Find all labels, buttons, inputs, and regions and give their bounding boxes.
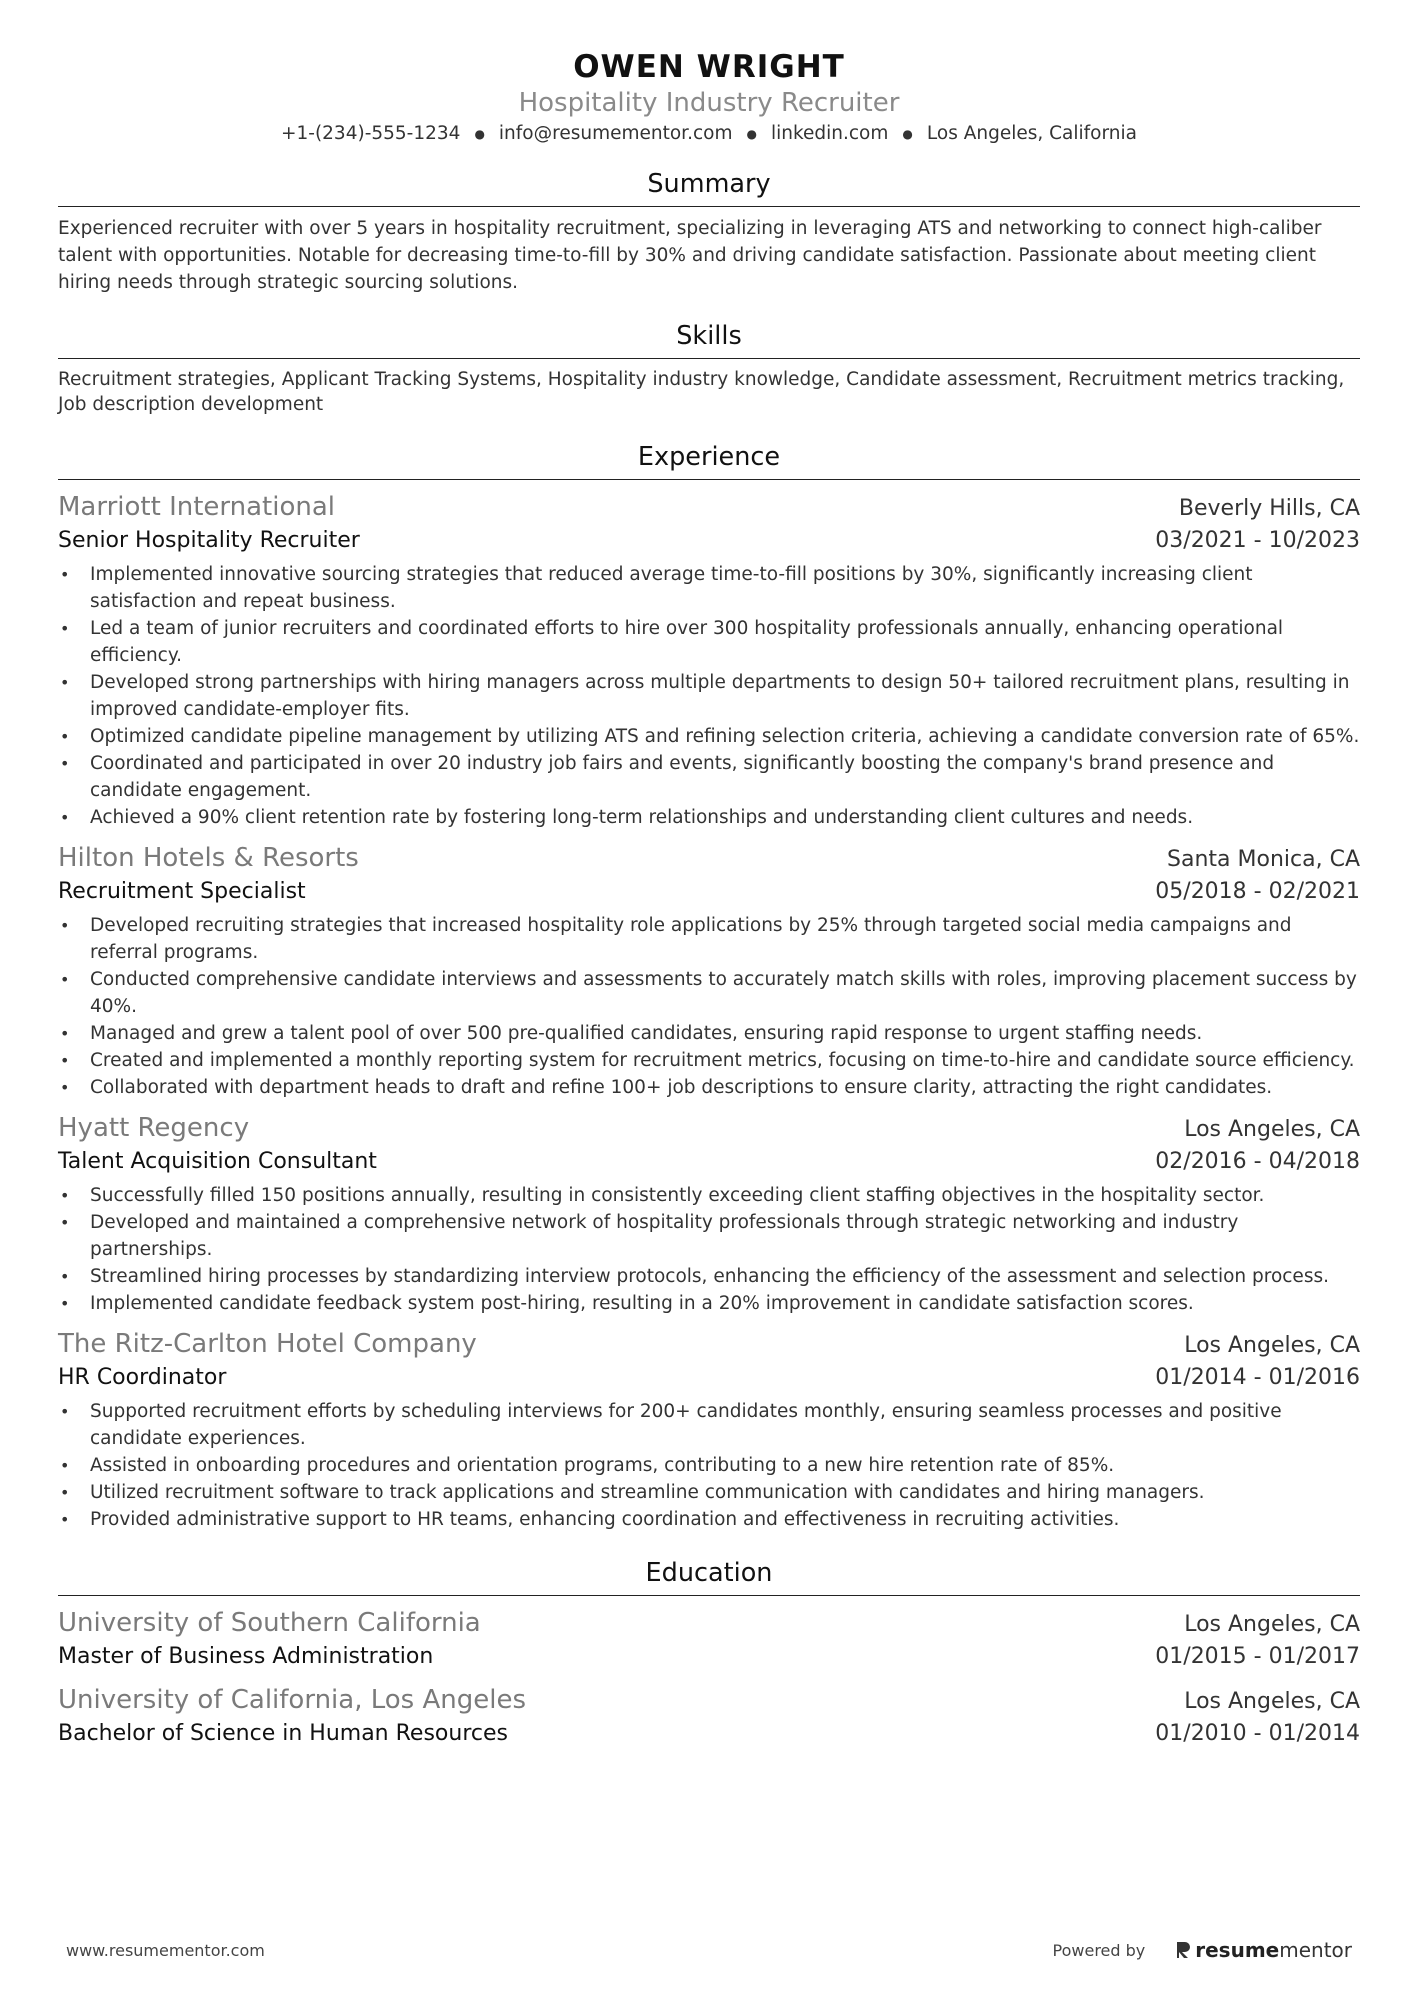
powered-by-label: Powered by <box>1052 1940 1146 1960</box>
job-bullet: • Implemented innovative sourcing strategies that reduced average time-to-fill positions by 30%, significantly increasing client satisfaction and repeat business. <box>58 561 1360 615</box>
education-heading: Education <box>58 1557 1360 1596</box>
contact-line <box>58 120 1360 148</box>
job-bullet: • Coordinated and participated in over 20 industry job fairs and events, significantly boosting the company's brand presence and candidate engagement. <box>58 750 1360 804</box>
degree: Bachelor of Science in Human Resources <box>58 1721 508 1746</box>
job-role: Talent Acquisition Consultant <box>58 1149 377 1174</box>
job-bullets <box>58 1398 1360 1533</box>
logo-text-light: mentor <box>1279 1938 1352 1962</box>
job-bullet: • Optimized candidate pipeline management by utilizing ATS and refining selection criteria, achieving a candidate conversion rate of 65%. <box>58 723 1360 750</box>
candidate-name: OWEN WRIGHT <box>573 49 845 85</box>
degree-row <box>58 1718 1360 1750</box>
job-dates: 01/2014 - 01/2016 <box>1155 1365 1360 1390</box>
phone: +1-(234)-555-1234 <box>281 123 461 144</box>
job-role: Senior Hospitality Recruiter <box>58 528 360 553</box>
degree: Master of Business Administration <box>58 1644 434 1669</box>
job-entry <box>58 490 1360 831</box>
separator-dot: ● <box>474 127 485 141</box>
footer-branding <box>1053 1938 1352 1962</box>
separator-dot: ● <box>746 127 757 141</box>
job-entry <box>58 841 1360 1101</box>
job-location: Beverly Hills, CA <box>1178 496 1360 521</box>
separator-dot: ● <box>902 127 913 141</box>
job-location: Santa Monica, CA <box>1167 847 1360 872</box>
job-bullet: • Developed and maintained a comprehensive network of hospitality professionals through strategic networking and industry partnerships. <box>58 1209 1360 1263</box>
job-header-row <box>58 1111 1360 1146</box>
job-bullet: • Created and implemented a monthly reporting system for recruitment metrics, focusing on time-to-hire and candidate source efficiency. <box>58 1047 1360 1074</box>
job-bullets <box>58 1182 1360 1317</box>
job-role-row <box>58 1146 1360 1178</box>
job-bullet: • Conducted comprehensive candidate interviews and assessments to accurately match skills with roles, improving placement success by 40%. <box>58 966 1360 1020</box>
job-bullet: • Successfully filled 150 positions annually, resulting in consistently exceeding client staffing objectives in the hospitality sector. <box>58 1182 1360 1209</box>
education-entry <box>58 1683 1360 1750</box>
summary-text: Experienced recruiter with over 5 years in hospitality recruitment, specializing in leveraging ATS and networking to connect high-caliber talent with opportunities. Notable for decreasing time-to-fill by 30% and driving candidate satisfaction. Passionate about meeting client hiring needs through strategic sourcing solutions. <box>58 218 1322 293</box>
education-list <box>58 1606 1360 1750</box>
job-entry <box>58 1327 1360 1533</box>
job-role: HR Coordinator <box>58 1365 227 1390</box>
candidate-title: Hospitality Industry Recruiter <box>518 88 900 118</box>
location: Los Angeles, California <box>926 123 1137 144</box>
school-header-row <box>58 1683 1360 1718</box>
job-bullet: • Utilized recruitment software to track applications and streamline communication with candidates and hiring managers. <box>58 1479 1360 1506</box>
linkedin[interactable]: linkedin.com <box>770 123 889 144</box>
job-bullet: • Implemented candidate feedback system post-hiring, resulting in a 20% improvement in candidate satisfaction scores. <box>58 1290 1360 1317</box>
skills-heading: Skills <box>58 320 1360 359</box>
job-role: Recruitment Specialist <box>58 879 306 904</box>
logo-text-bold: resume <box>1195 1938 1280 1962</box>
company-name: Marriott International <box>58 492 336 522</box>
job-bullet: • Developed strong partnerships with hiring managers across multiple departments to design 50+ tailored recruitment plans, resulting in improved candidate-employer fits. <box>58 669 1360 723</box>
job-bullet: • Supported recruitment efforts by scheduling interviews for 200+ candidates monthly, ensuring seamless processes and positive candidate experiences. <box>58 1398 1360 1452</box>
job-bullet: • Assisted in onboarding procedures and orientation programs, contributing to a new hire retention rate of 85%. <box>58 1452 1360 1479</box>
job-location: Los Angeles, CA <box>1184 1333 1360 1358</box>
job-bullet: • Developed recruiting strategies that increased hospitality role applications by 25% through targeted social media campaigns and referral programs. <box>58 912 1360 966</box>
job-header-row <box>58 841 1360 876</box>
job-bullet: • Achieved a 90% client retention rate by fostering long-term relationships and understanding client cultures and needs. <box>58 804 1360 831</box>
footer <box>66 1938 1352 1962</box>
job-bullet: • Collaborated with department heads to draft and refine 100+ job descriptions to ensure clarity, attracting the right candidates. <box>58 1074 1360 1101</box>
job-bullet: • Streamlined hiring processes by standardizing interview protocols, enhancing the efficiency of the assessment and selection process. <box>58 1263 1360 1290</box>
summary-heading: Summary <box>58 168 1360 207</box>
job-dates: 03/2021 - 10/2023 <box>1155 528 1360 553</box>
degree-row <box>58 1641 1360 1673</box>
job-header-row <box>58 1327 1360 1362</box>
education-entry <box>58 1606 1360 1673</box>
job-bullets <box>58 561 1360 831</box>
resume-page <box>58 48 1360 1750</box>
company-name: The Ritz-Carlton Hotel Company <box>58 1329 477 1359</box>
job-bullets <box>58 912 1360 1101</box>
job-bullet: • Provided administrative support to HR teams, enhancing coordination and effectiveness in recruiting activities. <box>58 1506 1360 1533</box>
school-name: University of Southern California <box>58 1608 481 1638</box>
job-role-row <box>58 1362 1360 1394</box>
job-dates: 02/2016 - 04/2018 <box>1155 1149 1360 1174</box>
job-role-row <box>58 876 1360 908</box>
company-name: Hilton Hotels & Resorts <box>58 843 359 873</box>
school-location: Los Angeles, CA <box>1184 1612 1360 1637</box>
school-name: University of California, Los Angeles <box>58 1685 527 1715</box>
job-header-row <box>58 490 1360 525</box>
job-bullet: • Led a team of junior recruiters and coordinated efforts to hire over 300 hospitality professionals annually, enhancing operational efficiency. <box>58 615 1360 669</box>
job-bullet: • Managed and grew a talent pool of over 500 pre-qualified candidates, ensuring rapid response to urgent staffing needs. <box>58 1020 1360 1047</box>
resumementor-logo[interactable] <box>1175 1938 1352 1962</box>
school-header-row <box>58 1606 1360 1641</box>
school-location: Los Angeles, CA <box>1184 1689 1360 1714</box>
footer-url[interactable]: www.resumementor.com <box>66 1940 265 1960</box>
email[interactable]: info@resumementor.com <box>498 123 733 144</box>
job-dates: 05/2018 - 02/2021 <box>1155 879 1360 904</box>
education-dates: 01/2015 - 01/2017 <box>1155 1644 1360 1669</box>
company-name: Hyatt Regency <box>58 1113 250 1143</box>
skills-text: Recruitment strategies, Applicant Tracking Systems, Hospitality industry knowledge, Candidate assessment, Recruitment metrics tracking, Job description development <box>58 369 1345 415</box>
resumementor-logo-icon <box>1175 1940 1191 1960</box>
job-location: Los Angeles, CA <box>1184 1117 1360 1142</box>
education-dates: 01/2010 - 01/2014 <box>1155 1721 1360 1746</box>
experience-heading: Experience <box>58 441 1360 480</box>
job-role-row <box>58 525 1360 557</box>
job-entry <box>58 1111 1360 1317</box>
experience-list <box>58 490 1360 1533</box>
